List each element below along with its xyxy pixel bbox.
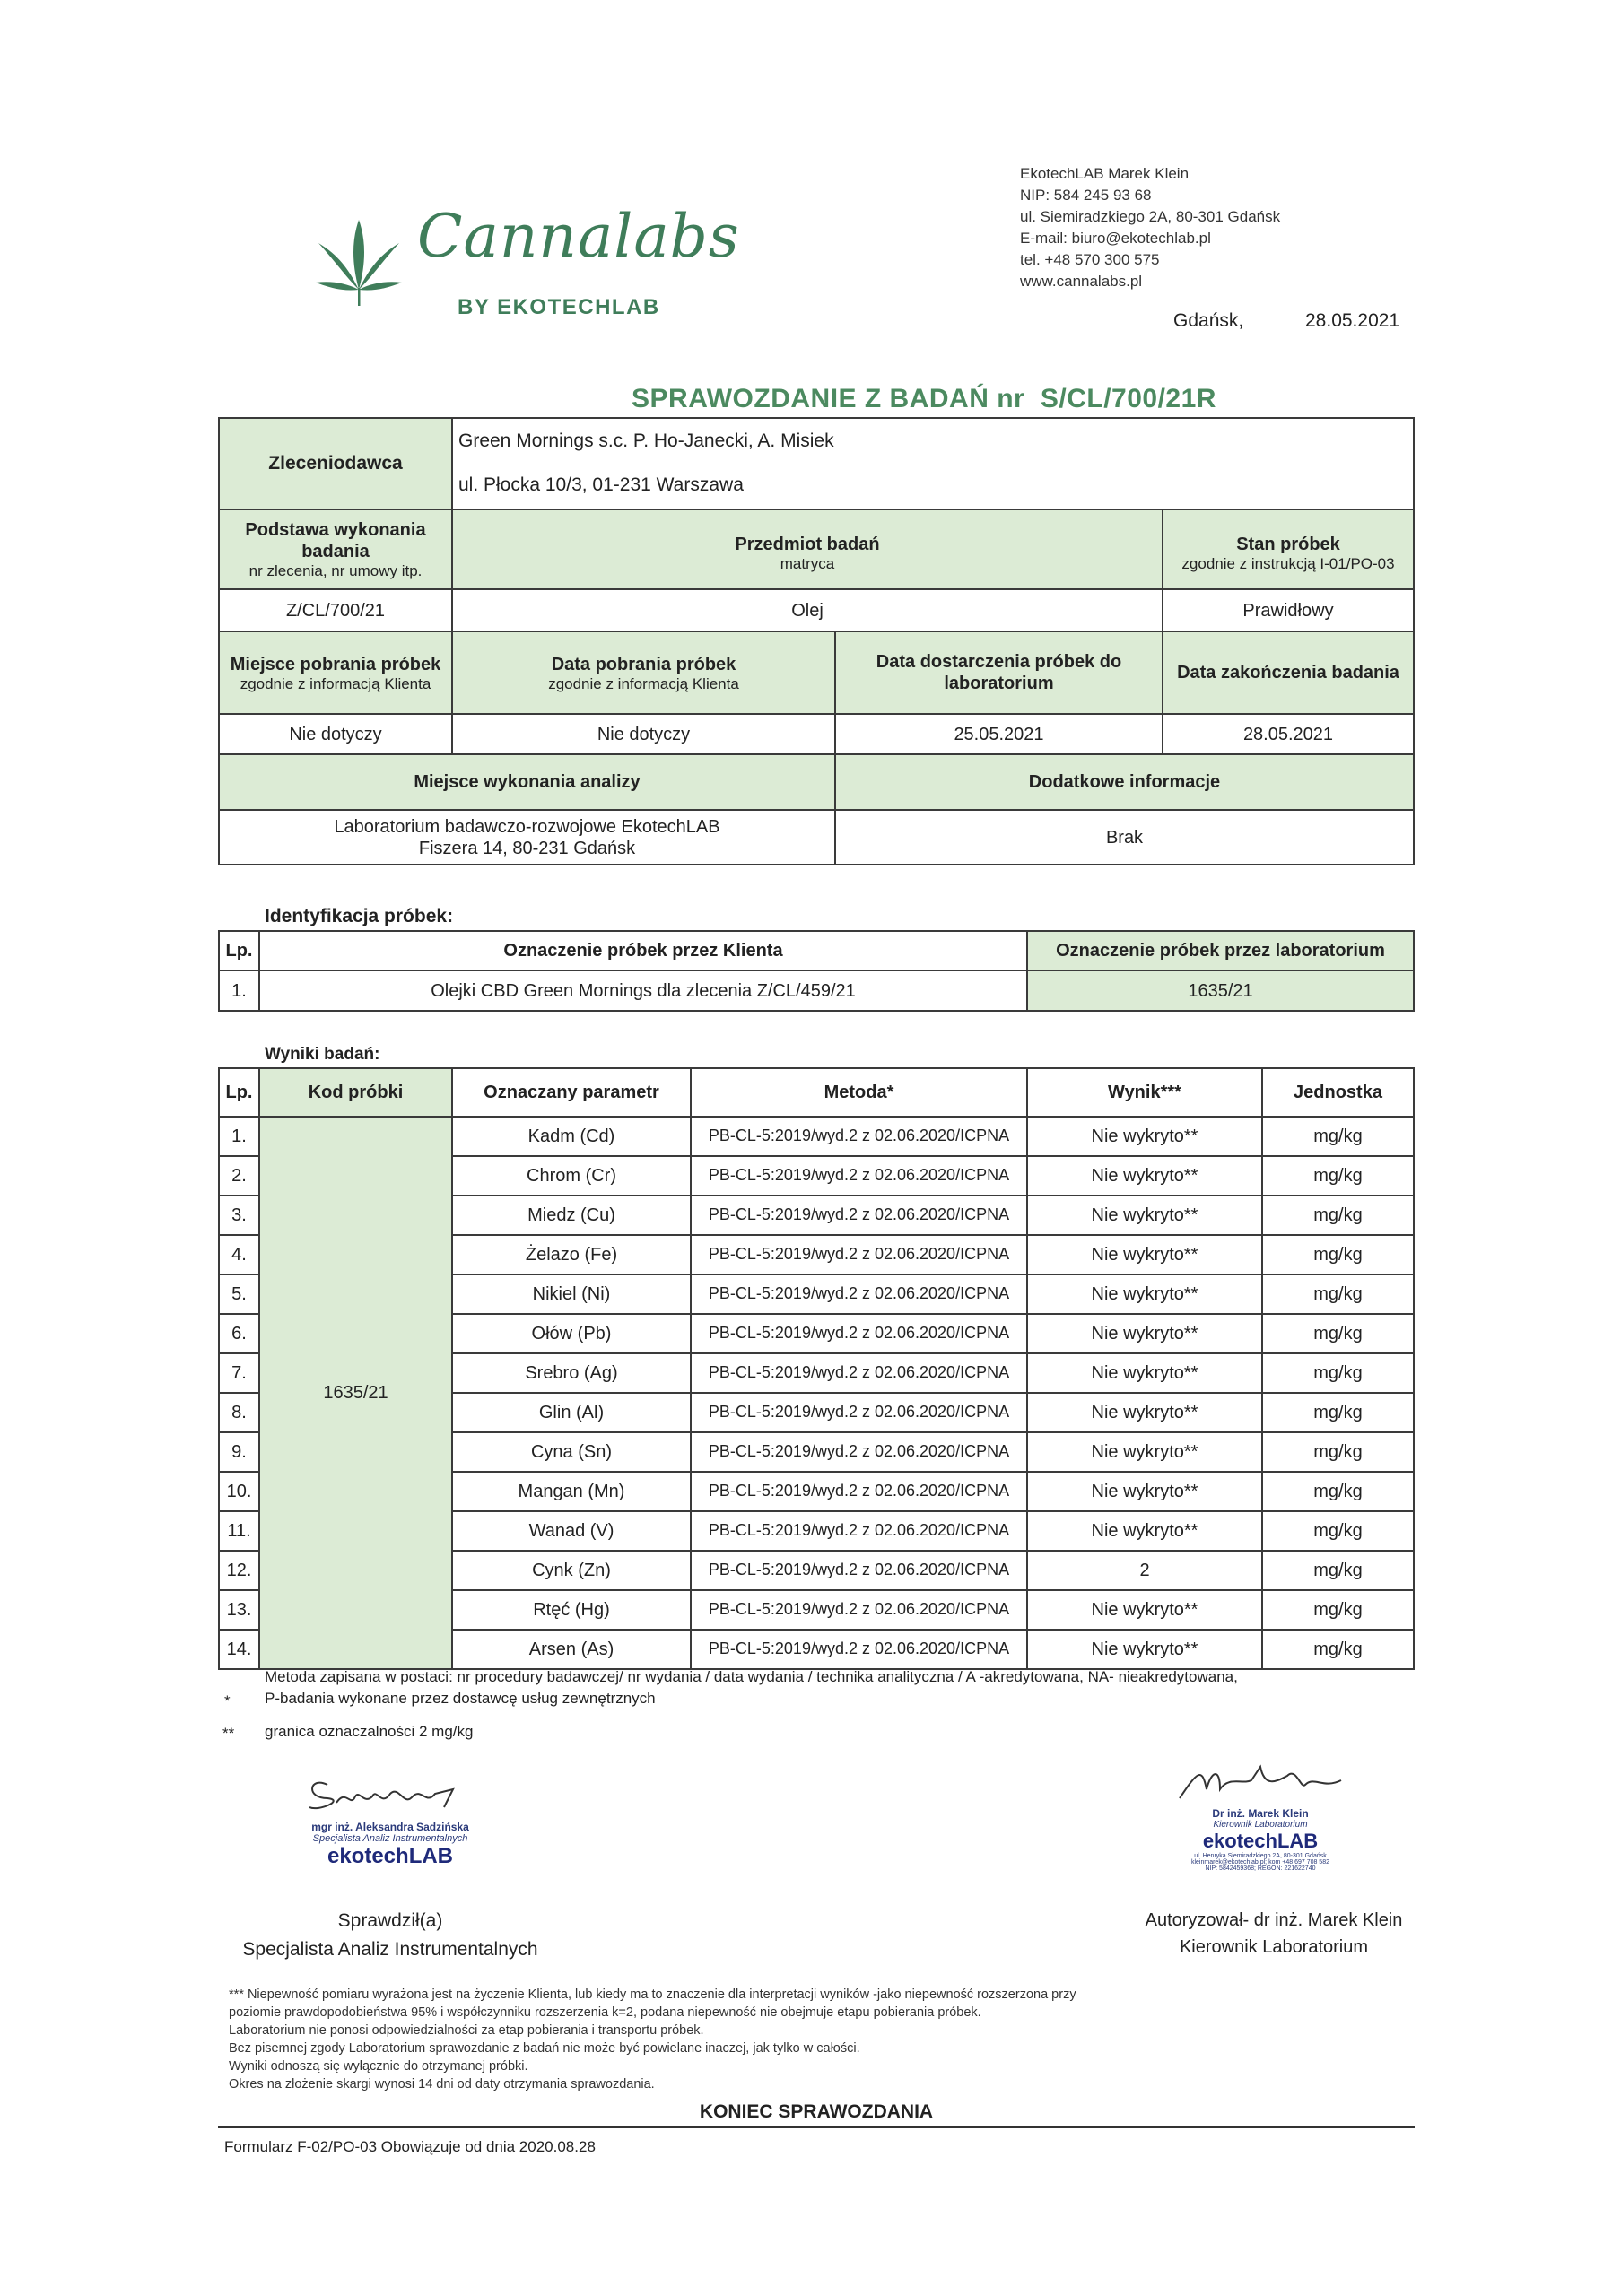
stamp-name: mgr inż. Aleksandra Sadzińska (311, 1821, 469, 1833)
row-result: Nie wykryto** (1027, 1196, 1262, 1235)
signature-left-role (211, 1907, 570, 1964)
fine-line: Laboratorium nie ponosi odpowiedzialności za etap pobierania i transportu próbek. (229, 2023, 704, 2038)
logo-wordmark: Cannalabs (417, 202, 740, 271)
row-result: Nie wykryto** (1027, 1432, 1262, 1472)
row-unit: mg/kg (1262, 1393, 1414, 1432)
stamp-title: Kierownik Laboratorium (1213, 1820, 1308, 1830)
row-method: PB-CL-5:2019/wyd.2 z 02.06.2020/ICPNA (691, 1551, 1027, 1590)
results-header-unit: Jednostka (1262, 1068, 1414, 1117)
row-parameter: Żelazo (Fe) (452, 1235, 691, 1274)
row-unit: mg/kg (1262, 1551, 1414, 1590)
basis-sub: nr zlecenia, nr umowy itp. (248, 562, 423, 580)
row-unit: mg/kg (1262, 1472, 1414, 1511)
row-result: Nie wykryto** (1027, 1117, 1262, 1156)
delivery-date-label: Data dostarczenia próbek do laboratorium (835, 631, 1163, 714)
company-website: www.cannalabs.pl (1020, 273, 1143, 290)
row-method: PB-CL-5:2019/wyd.2 z 02.06.2020/ICPNA (691, 1393, 1027, 1432)
row-method: PB-CL-5:2019/wyd.2 z 02.06.2020/ICPNA (691, 1196, 1027, 1235)
left-title: Specjalista Analiz Instrumentalnych (242, 1939, 538, 1960)
subject-label: Przedmiot badań (735, 535, 880, 555)
row-unit: mg/kg (1262, 1511, 1414, 1551)
results-header-lp: Lp. (219, 1068, 259, 1117)
signature-left (269, 1771, 511, 1869)
row-lp: 13. (219, 1590, 259, 1630)
row-parameter: Cynk (Zn) (452, 1551, 691, 1590)
state-sub: zgodnie z instrukcją I-01/PO-03 (1181, 555, 1395, 573)
company-email: E-mail: biuro@ekotechlab.pl (1020, 230, 1211, 247)
row-parameter: Arsen (As) (452, 1630, 691, 1669)
row-unit: mg/kg (1262, 1630, 1414, 1669)
sampling-date-label: Data pobrania próbek (551, 654, 736, 674)
divider (218, 2126, 1415, 2128)
sampling-date-sub: zgodnie z informacją Klienta (548, 674, 739, 692)
table-row (219, 970, 1414, 1011)
sampling-date-value: Nie dotyczy (452, 714, 835, 754)
subject-value: Olej (452, 589, 1163, 631)
row-method: PB-CL-5:2019/wyd.2 z 02.06.2020/ICPNA (691, 1630, 1027, 1669)
row-lp: 5. (219, 1274, 259, 1314)
left-role: Sprawdził(a) (337, 1910, 443, 1931)
row-lp: 14. (219, 1630, 259, 1669)
row-parameter: Mangan (Mn) (452, 1472, 691, 1511)
report-title: SPRAWOZDANIE Z BADAŃ nr S/CL/700/21R (632, 384, 1216, 413)
table-row (219, 1117, 1414, 1156)
footnote-star2: ** (222, 1725, 235, 1742)
fine-line: Okres na złożenie skargi wynosi 14 dni od daty otrzymania sprawozdania. (229, 2077, 655, 2092)
row-lp: 2. (219, 1156, 259, 1196)
row-result: Nie wykryto** (1027, 1235, 1262, 1274)
row-parameter: Miedz (Cu) (452, 1196, 691, 1235)
row-method: PB-CL-5:2019/wyd.2 z 02.06.2020/ICPNA (691, 1432, 1027, 1472)
id-header-lp: Lp. (219, 931, 259, 970)
row-parameter: Nikiel (Ni) (452, 1274, 691, 1314)
row-parameter: Rtęć (Hg) (452, 1590, 691, 1630)
end-date-label: Data zakończenia badania (1163, 631, 1414, 714)
row-lp: 10. (219, 1472, 259, 1511)
fine-line: *** Niepewność pomiaru wyrażona jest na życzenie Klienta, lub kiedy ma to znaczenie dla interpretacji wyników -jako niepewność rozszerzona przy (229, 1987, 1076, 2002)
row-unit: mg/kg (1262, 1590, 1414, 1630)
extra-value: Brak (835, 810, 1414, 865)
row-method: PB-CL-5:2019/wyd.2 z 02.06.2020/ICPNA (691, 1314, 1027, 1353)
form-number: Formularz F-02/PO-03 Obowiązuje od dnia 2020.08.28 (224, 2138, 596, 2155)
row-result: Nie wykryto** (1027, 1630, 1262, 1669)
row-result: Nie wykryto** (1027, 1590, 1262, 1630)
row-method: PB-CL-5:2019/wyd.2 z 02.06.2020/ICPNA (691, 1156, 1027, 1196)
id-client-label: Olejki CBD Green Mornings dla zlecenia Z/CL/459/21 (259, 970, 1027, 1011)
row-unit: mg/kg (1262, 1196, 1414, 1235)
cannabis-leaf-icon (314, 218, 404, 308)
row-parameter: Srebro (Ag) (452, 1353, 691, 1393)
row-unit: mg/kg (1262, 1353, 1414, 1393)
results-header-method: Metoda* (691, 1068, 1027, 1117)
id-lab-label: 1635/21 (1027, 970, 1414, 1011)
row-lp: 7. (219, 1353, 259, 1393)
logo-tagline: BY EKOTECHLAB (458, 295, 660, 319)
identification-table (218, 930, 1415, 1012)
row-lp: 6. (219, 1314, 259, 1353)
row-unit: mg/kg (1262, 1117, 1414, 1156)
row-parameter: Wanad (V) (452, 1511, 691, 1551)
client-address: ul. Płocka 10/3, 01-231 Warszawa (458, 474, 744, 495)
row-method: PB-CL-5:2019/wyd.2 z 02.06.2020/ICPNA (691, 1353, 1027, 1393)
handwritten-signature-icon (301, 1771, 480, 1816)
row-method: PB-CL-5:2019/wyd.2 z 02.06.2020/ICPNA (691, 1117, 1027, 1156)
extra-label: Dodatkowe informacje (835, 754, 1414, 810)
analysis-place-line2: Fiszera 14, 80-231 Gdańsk (418, 838, 636, 858)
row-parameter: Glin (Al) (452, 1393, 691, 1432)
handwritten-signature-icon (1171, 1762, 1350, 1803)
row-result: Nie wykryto** (1027, 1472, 1262, 1511)
stamp-title: Specjalista Analiz Instrumentalnych (312, 1833, 468, 1844)
row-parameter: Chrom (Cr) (452, 1156, 691, 1196)
results-table (218, 1067, 1415, 1670)
id-lp: 1. (219, 970, 259, 1011)
row-lp: 1. (219, 1117, 259, 1156)
footnote-star1: * (224, 1692, 231, 1709)
row-result: 2 (1027, 1551, 1262, 1590)
results-header-parameter: Oznaczany parametr (452, 1068, 691, 1117)
place: Gdańsk, (1173, 310, 1244, 331)
row-parameter: Cyna (Sn) (452, 1432, 691, 1472)
state-label: Stan próbek (1236, 535, 1340, 555)
row-result: Nie wykryto** (1027, 1156, 1262, 1196)
client-table (218, 417, 1415, 510)
row-parameter: Kadm (Cd) (452, 1117, 691, 1156)
signature-right-role (1085, 1907, 1462, 1961)
basis-label: Podstawa wykonania badania (245, 520, 426, 562)
row-unit: mg/kg (1262, 1156, 1414, 1196)
row-result: Nie wykryto** (1027, 1511, 1262, 1551)
subject-sub: matryca (780, 555, 835, 573)
stamp-line: ul. Henryka Siemiradzkiego 2A, 80-301 Gdańsk (1194, 1853, 1327, 1859)
row-parameter: Ołów (Pb) (452, 1314, 691, 1353)
company-info (1020, 163, 1280, 292)
company-nip: NIP: 584 245 93 68 (1020, 187, 1152, 204)
row-lp: 8. (219, 1393, 259, 1432)
row-lp: 4. (219, 1235, 259, 1274)
analysis-place-line1: Laboratorium badawczo-rozwojowe EkotechLAB (334, 816, 720, 837)
row-method: PB-CL-5:2019/wyd.2 z 02.06.2020/ICPNA (691, 1235, 1027, 1274)
stamp-name: Dr inż. Marek Klein (1212, 1807, 1309, 1820)
row-lp: 11. (219, 1511, 259, 1551)
dates-table (218, 631, 1415, 755)
sampling-place-sub: zgodnie z informacją Klienta (240, 674, 431, 692)
row-unit: mg/kg (1262, 1235, 1414, 1274)
row-method: PB-CL-5:2019/wyd.2 z 02.06.2020/ICPNA (691, 1274, 1027, 1314)
row-unit: mg/kg (1262, 1314, 1414, 1353)
client-name: Green Mornings s.c. P. Ho-Janecki, A. Misiek (458, 430, 834, 451)
delivery-date-value: 25.05.2021 (835, 714, 1163, 754)
row-lp: 9. (219, 1432, 259, 1472)
row-unit: mg/kg (1262, 1432, 1414, 1472)
sampling-place-value: Nie dotyczy (219, 714, 452, 754)
row-result: Nie wykryto** (1027, 1393, 1262, 1432)
row-method: PB-CL-5:2019/wyd.2 z 02.06.2020/ICPNA (691, 1590, 1027, 1630)
row-lp: 3. (219, 1196, 259, 1235)
stamp-logo: ekotechLAB (1202, 1830, 1319, 1852)
end-of-report: KONIEC SPRAWOZDANIA (699, 2101, 934, 2122)
stamp-line: NIP: 5842459368; REGON: 221622740 (1205, 1866, 1316, 1872)
report-date: 28.05.2021 (1305, 310, 1400, 331)
end-date-value: 28.05.2021 (1163, 714, 1414, 754)
basis-value: Z/CL/700/21 (219, 589, 452, 631)
id-header-client: Oznaczenie próbek przez Klienta (259, 931, 1027, 970)
fine-line: Wyniki odnoszą się wyłącznie do otrzymanej próbki. (229, 2059, 528, 2074)
footnote-limit: granica oznaczalności 2 mg/kg (265, 1723, 474, 1740)
id-header-lab: Oznaczenie próbek przez laboratorium (1027, 931, 1414, 970)
logo (309, 202, 740, 327)
results-header-code: Kod próbki (259, 1068, 452, 1117)
results-header-result: Wynik*** (1027, 1068, 1262, 1117)
company-address: ul. Siemiradzkiego 2A, 80-301 Gdańsk (1020, 208, 1281, 225)
sampling-place-label: Miejsce pobrania próbek (230, 654, 441, 674)
row-result: Nie wykryto** (1027, 1274, 1262, 1314)
fine-print (229, 1986, 1076, 2093)
row-result: Nie wykryto** (1027, 1314, 1262, 1353)
results-heading: Wyniki badań: (265, 1045, 380, 1064)
client-label: Zleceniodawca (219, 418, 452, 509)
state-value: Prawidłowy (1163, 589, 1414, 631)
stamp-logo: ekotechLAB (327, 1844, 454, 1868)
signature-right (1157, 1762, 1364, 1872)
fine-line: Bez pisemnej zgody Laboratorium sprawozdanie z badań nie może być powielane inaczej, jak tylko w całości. (229, 2041, 860, 2056)
analysis-table (218, 753, 1415, 865)
row-lp: 12. (219, 1551, 259, 1590)
row-result: Nie wykryto** (1027, 1353, 1262, 1393)
footnote-method: Metoda zapisana w postaci: nr procedury badawczej/ nr wydania / data wydania / technika analityczna / A -akredytowana, NA- nieakredytowana, (265, 1668, 1238, 1685)
row-unit: mg/kg (1262, 1274, 1414, 1314)
fine-line: poziomie prawdopodobieństwa 95% i współczynniku rozszerzenia k=2, podana niepewność nie obejmuje etapu pobierania próbek. (229, 2005, 981, 2020)
sample-code: 1635/21 (259, 1117, 452, 1669)
sample-info-table (218, 509, 1415, 632)
footnote-p: P-badania wykonane przez dostawcę usług zewnętrznych (265, 1690, 656, 1707)
row-method: PB-CL-5:2019/wyd.2 z 02.06.2020/ICPNA (691, 1472, 1027, 1511)
right-title: Kierownik Laboratorium (1179, 1937, 1369, 1957)
row-method: PB-CL-5:2019/wyd.2 z 02.06.2020/ICPNA (691, 1511, 1027, 1551)
analysis-place-label: Miejsce wykonania analizy (219, 754, 835, 810)
identification-heading: Identyfikacja próbek: (265, 906, 454, 926)
stamp-line: kleinmarek@ekotechlab.pl; kom +48 697 708 582 (1190, 1859, 1329, 1866)
right-role: Autoryzował- dr inż. Marek Klein (1145, 1910, 1403, 1930)
company-name: EkotechLAB Marek Klein (1020, 165, 1190, 182)
company-phone: tel. +48 570 300 575 (1020, 251, 1160, 268)
